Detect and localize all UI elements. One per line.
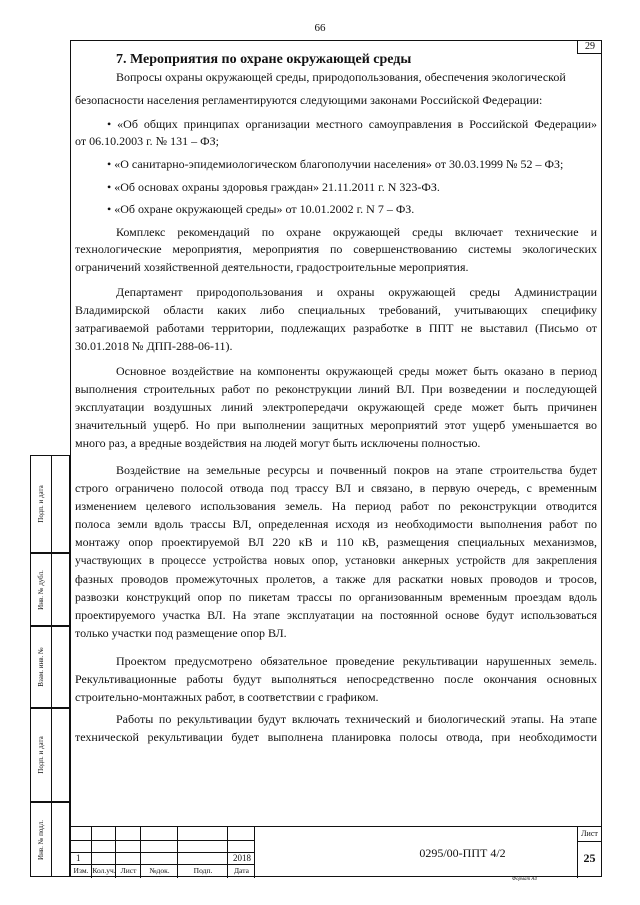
text-line: участвующих в процессе устройства новых опор, установки анкерных устройств для закрепления bbox=[75, 555, 597, 567]
text-line: проектируемого участка ВЛ. На этапе эксплуатации на постоянной основе будут использоваться bbox=[75, 609, 597, 622]
text-line: эксплуатации воздушных линий электропередачи окружающей среде может быть причинен bbox=[75, 400, 597, 414]
sheet-tag: 29 bbox=[577, 40, 602, 54]
text-line: строительно-монтажных работ, в соответствии с графиком. bbox=[75, 690, 379, 704]
text-line: Владимирской области каких либо специальных требований, учитывающих специфику bbox=[75, 303, 597, 317]
text-line: • «Об основах охраны здоровья граждан» 21.11.2011 г. N 323-ФЗ. bbox=[107, 180, 440, 194]
sheet-number: 25 bbox=[583, 851, 596, 865]
text-line: • «Об общих принципах организации местного самоуправления в Российской Федерации» bbox=[107, 117, 597, 131]
text-line: строго ограничено полосой отвода под трассу ВЛ и связано, в первую очередь, с временным bbox=[75, 481, 597, 495]
tb-row-number: 1 bbox=[76, 853, 81, 863]
text-line: Основное воздействие на компоненты окружающей среды может быть оказано в период bbox=[116, 364, 597, 378]
title-block bbox=[70, 826, 602, 877]
text-line: Комплекс рекомендаций по охране окружающей среды включает технические и bbox=[116, 225, 597, 239]
tb-header: Лист bbox=[120, 866, 137, 875]
tb-rule bbox=[577, 841, 602, 842]
text-line: • «Об охране окружающей среды» от 10.01.2002 г. N 7 – ФЗ. bbox=[107, 202, 415, 216]
format-label: Формат А4 bbox=[512, 877, 537, 882]
text-line: много раз, а вредные воздействия на людей могут быть исключены полностью. bbox=[75, 436, 481, 450]
text-line: безопасности населения регламентируются следующими законами Российской Федерации: bbox=[75, 93, 543, 107]
side-stamp-label: Подп. и дата bbox=[37, 736, 45, 774]
tb-header: №док. bbox=[149, 866, 170, 875]
side-stamp-cell bbox=[30, 553, 52, 626]
text-line: Проектом предусмотрено обязательное проведение рекультивации нарушенных земель. bbox=[116, 654, 597, 668]
text-line: технологические мероприятия, мероприятия по совершенствованию системы экологических bbox=[75, 242, 597, 256]
tb-header: Дата bbox=[234, 866, 249, 875]
text-line: технической рекультивации будет выполнена планировка полосы отвода, при необходимости bbox=[75, 730, 597, 744]
tb-rule bbox=[70, 840, 255, 841]
side-stamp-label: Инв. № дубл. bbox=[37, 569, 45, 610]
side-stamp-cell bbox=[30, 455, 52, 553]
side-stamp-label: Взам. инв. № bbox=[37, 647, 45, 687]
side-stamp-cell bbox=[30, 708, 52, 802]
tb-year: 2018 bbox=[233, 853, 251, 863]
text-line: от 06.10.2003 г. № 131 – ФЗ; bbox=[75, 134, 219, 148]
sheet-label: Лист bbox=[581, 829, 598, 838]
tb-header: Кол.уч. bbox=[92, 866, 116, 875]
text-line: фазных проводов промежуточных пролетов, а также для раскатки новых проводов и тросов, bbox=[75, 572, 597, 586]
text-line: ограничений хозяйственной деятельности, градостроительные мероприятия. bbox=[75, 260, 469, 274]
side-stamp-cell bbox=[30, 626, 52, 708]
tb-header: Подп. bbox=[193, 866, 213, 875]
text-line: полоса земли вдоль трассы ВЛ, определенная исходя из необходимости выполнения работ по bbox=[75, 517, 597, 531]
text-line: • «О санитарно-эпидемиологическом благополучии населения» от 30.03.1999 № 52 – ФЗ; bbox=[107, 157, 564, 171]
side-stamp-field bbox=[51, 455, 70, 553]
text-line: выполнения строительных работ по реконструкции линий ВЛ. При возведении и последующей bbox=[75, 382, 597, 396]
tb-header: Изм. bbox=[73, 866, 89, 875]
section-title: 7. Мероприятия по охране окружающей среды bbox=[116, 52, 412, 67]
text-line: Воздействие на земельные ресурсы и почвенный покров на этапе строительства будет bbox=[116, 463, 597, 477]
text-line: монтажу опор проектируемой ВЛ 220 кВ и 110 кВ, размещения специальных механизмов, bbox=[75, 535, 597, 549]
text-line: Работы по рекультивации будут включать технический и биологический этапы. На этапе bbox=[116, 712, 597, 726]
text-line: только участки под размещение опор ВЛ. bbox=[75, 626, 287, 640]
text-line: Рекультивационные работы будут выполняться непосредственно после окончания основных bbox=[75, 672, 597, 686]
tb-rule bbox=[70, 864, 255, 865]
text-line: 30.01.2018 № ДПП-288-06-11). bbox=[75, 339, 233, 353]
document-code: 0295/00-ППТ 4/2 bbox=[419, 846, 506, 860]
tb-rule bbox=[70, 852, 255, 853]
text-line: Вопросы охраны окружающей среды, природопользования, обеспечения экологической bbox=[116, 70, 566, 84]
text-line: изменением целевого использования земель. На период работ по реконструкции отводится bbox=[75, 499, 597, 513]
text-line: Департамент природопользования и охраны окружающей среды Администрации bbox=[116, 285, 597, 299]
side-stamp-field bbox=[51, 626, 70, 708]
side-stamp-field bbox=[51, 708, 70, 802]
side-stamp-field bbox=[51, 553, 70, 626]
side-stamp-label: Подп. и дата bbox=[37, 485, 45, 523]
text-line: затрагиваемой работами территории, подлежащих разработке в ППТ не выставил (Письмо от bbox=[75, 321, 597, 335]
text-line: значительный ущерб. Но при выполнении защитных мероприятий этот ущерб уменьшается во bbox=[75, 418, 597, 432]
page-number-top: 66 bbox=[314, 22, 326, 34]
text-line: развозки конструкций опор по пикетам трассы по организованным временным проездам вдоль bbox=[75, 590, 597, 604]
side-stamp-cell bbox=[30, 802, 52, 877]
side-stamp-label: Инв. № подл. bbox=[37, 819, 45, 860]
side-stamp-field bbox=[51, 802, 70, 877]
